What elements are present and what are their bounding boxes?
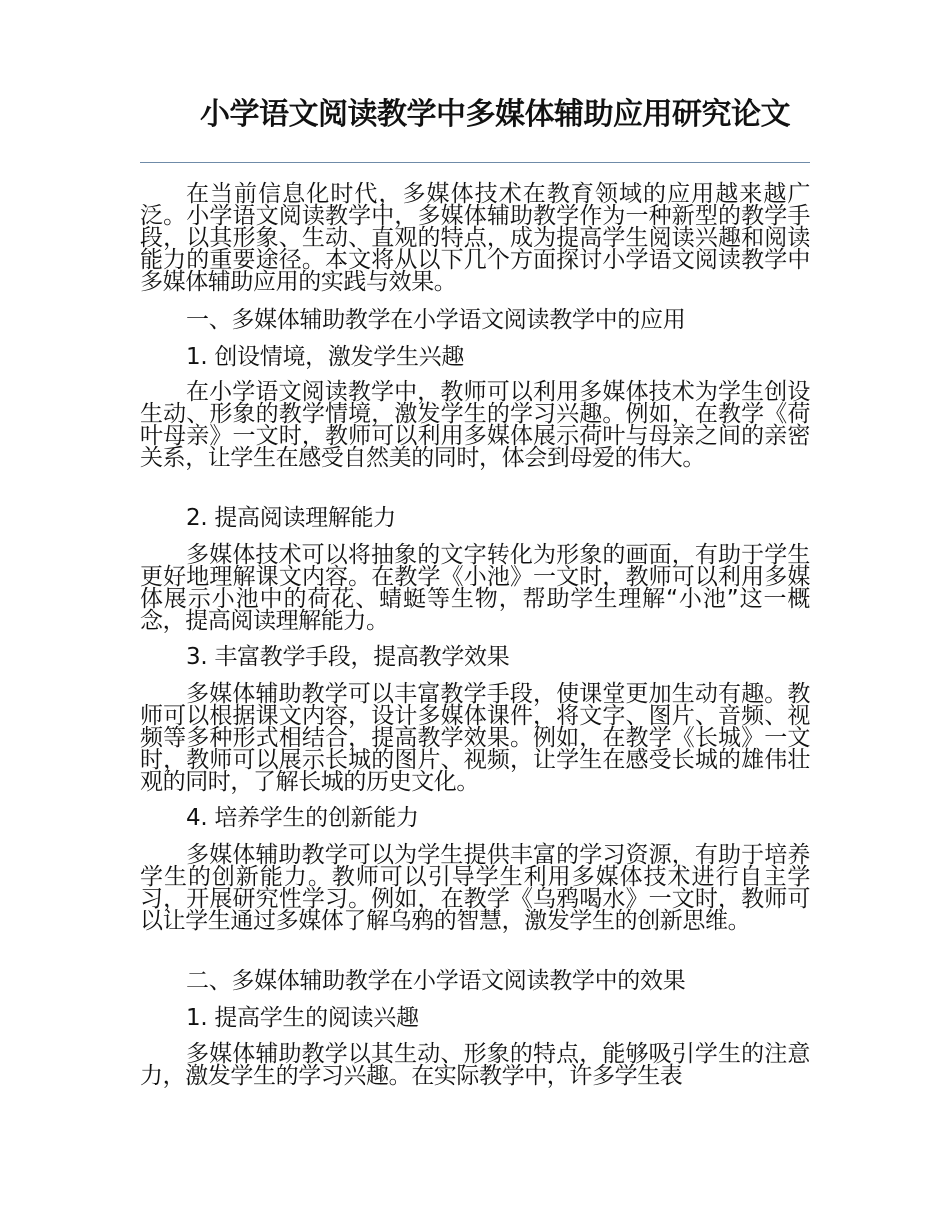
document-title: 小学语文阅读教学中多媒体辅助应用研究论文 (200, 97, 790, 132)
intro-paragraph: 在当前信息化时代，多媒体技术在教育领域的应用越来越广泛。小学语文阅读教学中，多媒体辅助教学作为一种新型的教学手段，以其形象、生动、直观的特点，成为提高学生阅读兴趣和阅读能力的重要途径。本文将从以下几个方面探讨小学语文阅读教学中多媒体辅助应用的实践与效果。 (140, 181, 810, 295)
subheading-1-4: 4. 培养学生的创新能力 (186, 805, 419, 831)
section-heading-2: 二、多媒体辅助教学在小学语文阅读教学中的效果 (186, 968, 686, 994)
title-underline (140, 162, 810, 163)
subheading-2-1: 1. 提高学生的阅读兴趣 (186, 1005, 419, 1031)
paragraph-1-2: 多媒体技术可以将抽象的文字转化为形象的画面，有助于学生更好地理解课文内容。在教学《小池》一文时，教师可以利用多媒体展示小池中的荷花、蜻蜓等生物，帮助学生理解“小池”这一概念，提高阅读理解能力。 (140, 542, 810, 634)
section-heading-1: 一、多媒体辅助教学在小学语文阅读教学中的应用 (186, 307, 686, 333)
paragraph-1-1: 在小学语文阅读教学中，教师可以利用多媒体技术为学生创设生动、形象的教学情境，激发学生的学习兴趣。例如，在教学《荷叶母亲》一文时，教师可以利用多媒体展示荷叶与母亲之间的亲密关系，让学生在感受自然美的同时，体会到母爱的伟大。 (140, 379, 810, 471)
paragraph-1-4: 多媒体辅助教学可以为学生提供丰富的学习资源，有助于培养学生的创新能力。教师可以引导学生利用多媒体技术进行自主学习，开展研究性学习。例如，在教学《乌鸦喝水》一文时，教师可以让学生通过多媒体了解乌鸦的智慧，激发学生的创新思维。 (140, 842, 810, 934)
paragraph-1-3: 多媒体辅助教学可以丰富教学手段，使课堂更加生动有趣。教师可以根据课文内容，设计多媒体课件，将文字、图片、音频、视频等多种形式相结合，提高教学效果。例如，在教学《长城》一文时，教师可以展示长城的图片、视频，让学生在感受长城的雄伟壮观的同时，了解长城的历史文化。 (140, 681, 810, 795)
subheading-1-1: 1. 创设情境，激发学生兴趣 (186, 344, 465, 370)
paragraph-2-1: 多媒体辅助教学以其生动、形象的特点，能够吸引学生的注意力，激发学生的学习兴趣。在实际教学中，许多学生表 (140, 1041, 810, 1089)
subheading-1-3: 3. 丰富教学手段，提高教学效果 (186, 644, 510, 670)
subheading-1-2: 2. 提高阅读理解能力 (186, 505, 396, 531)
